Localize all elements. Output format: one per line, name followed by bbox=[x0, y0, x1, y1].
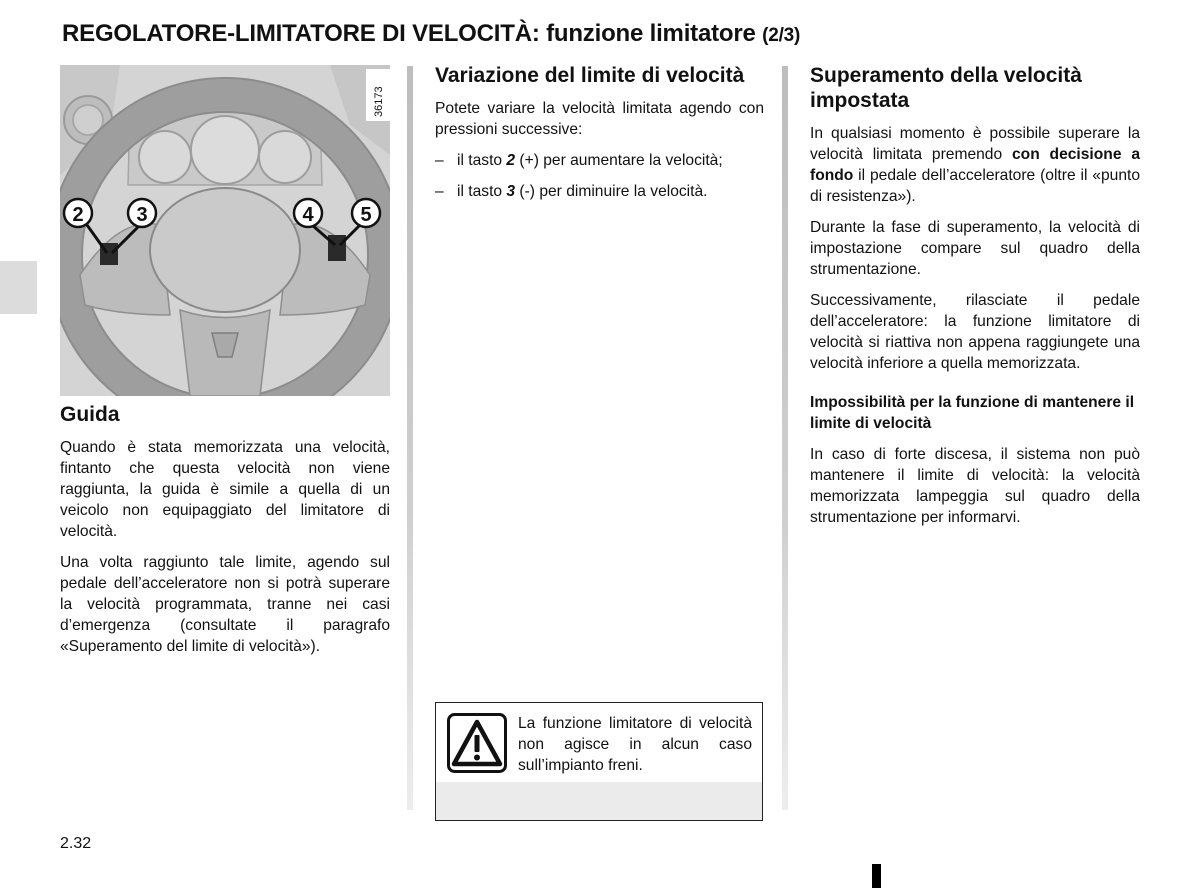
key-number: 3 bbox=[506, 183, 516, 200]
column-right bbox=[810, 63, 1140, 538]
list-text: il tasto bbox=[457, 152, 507, 169]
paragraph: Quando è stata memorizzata una velocità, fintanto che questa velocità non viene raggiunta, la guida è simile a quella di un veicolo non equipaggiato del limitatore di velocità. bbox=[60, 439, 390, 540]
list-text: (-) per diminuire la velocità. bbox=[515, 183, 708, 200]
bold-text: con decisione a fondo bbox=[810, 146, 1140, 184]
warning-triangle-icon bbox=[447, 713, 507, 773]
list-dash: – bbox=[435, 183, 444, 200]
list-text: il tasto bbox=[457, 183, 507, 200]
section-heading-superamento: Superamento della velocità impostata bbox=[810, 64, 1082, 112]
paragraph: In caso di forte discesa, il sistema non può mantenere il limite di velocità: la velocità memorizzata lampeggia sul quadro della strumentazione per informarvi. bbox=[810, 446, 1140, 526]
list-item bbox=[435, 181, 764, 202]
column-divider-1 bbox=[407, 66, 413, 810]
column-divider-2 bbox=[782, 66, 788, 810]
paragraph: Durante la fase di superamento, la velocità di impostazione compare sul quadro della strumentazione. bbox=[810, 219, 1140, 278]
paragraph bbox=[810, 123, 1140, 207]
paragraph: Successivamente, rilasciate il pedale dell’acceleratore: la funzione limitatore di velocità si riattiva non appena raggiungete una velocità inferiore a quella memorizzata. bbox=[810, 292, 1140, 372]
warning-text: La funzione limitatore di velocità non agisce in alcun caso sull’impianto freni. bbox=[518, 715, 752, 774]
callout-5: 5 bbox=[360, 204, 372, 226]
section-heading-variazione: Variazione del limite di velocità bbox=[435, 64, 745, 87]
page-title-text: REGOLATORE-LIMITATORE DI VELOCITÀ: funzione limitatore bbox=[62, 20, 756, 47]
list-item bbox=[435, 150, 764, 171]
text-span: il pedale dell’acceleratore (oltre il «punto di resistenza»). bbox=[810, 167, 1140, 205]
page-number: 2.32 bbox=[60, 835, 92, 852]
section-heading-guida: Guida bbox=[60, 403, 120, 426]
paragraph: Potete variare la velocità limitata agendo con pressioni successive: bbox=[435, 100, 764, 138]
page-title bbox=[62, 20, 800, 48]
chapter-tab bbox=[0, 261, 37, 314]
key-number: 2 bbox=[506, 152, 516, 169]
subheading-impossibilita: Impossibilità per la funzione di mantenere il limite di velocità bbox=[810, 394, 1135, 432]
figure-ref-number: 36173 bbox=[373, 86, 385, 117]
column-left bbox=[60, 402, 390, 667]
paragraph: Una volta raggiunto tale limite, agendo sul pedale dell’acceleratore non si potrà superare la velocità programmata, tranne nei casi d’emergenza (consultate il paragrafo «Superamento del limite di velocità»). bbox=[60, 554, 390, 655]
list-dash: – bbox=[435, 152, 444, 169]
steering-wheel-drawing bbox=[60, 65, 390, 396]
callout-3: 3 bbox=[136, 204, 148, 226]
list-text: (+) per aumentare la velocità; bbox=[515, 152, 723, 169]
warning-box bbox=[435, 702, 763, 821]
steering-wheel-illustration bbox=[60, 65, 390, 396]
page-edge-marker bbox=[872, 864, 881, 888]
page-title-suffix: (2/3) bbox=[762, 25, 801, 46]
callout-4: 4 bbox=[302, 204, 314, 226]
callout-2: 2 bbox=[72, 204, 84, 226]
text-span: In qualsiasi momento è possibile superare la velocità limitata premendo bbox=[810, 125, 1140, 163]
column-middle bbox=[435, 63, 764, 212]
